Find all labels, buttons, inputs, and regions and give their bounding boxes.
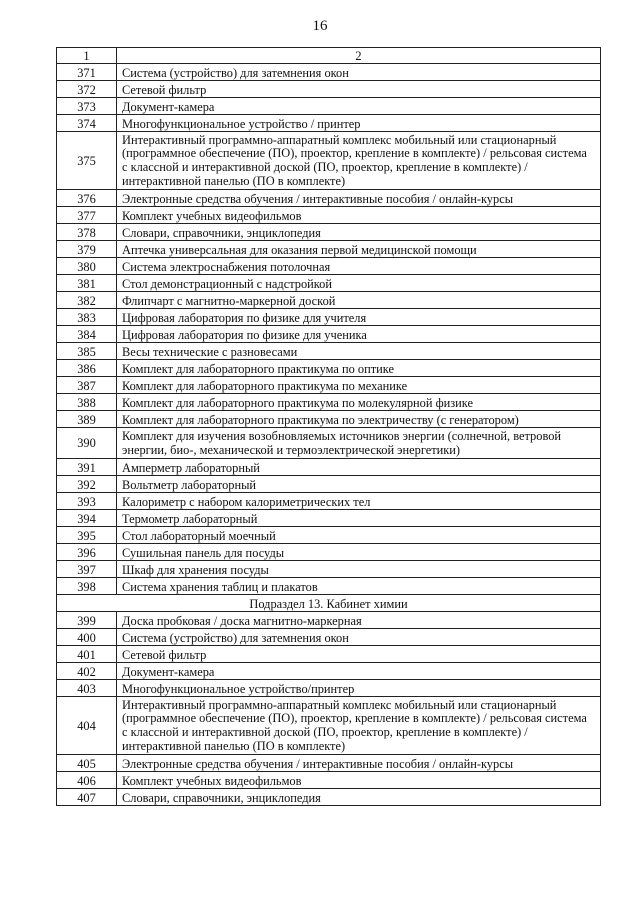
table-row	[57, 98, 601, 115]
table-row	[57, 697, 601, 755]
row-item-name: Комплект для изучения возобновляемых источников энергии (солнечной, ветровой энергии, био-, механической и термоэлектрической энергетики)	[117, 428, 601, 459]
table-row	[57, 663, 601, 680]
row-item-name: Документ-камера	[117, 663, 601, 680]
row-number: 398	[57, 578, 117, 595]
table-row	[57, 772, 601, 789]
row-number: 387	[57, 377, 117, 394]
table-row	[57, 224, 601, 241]
row-number: 377	[57, 207, 117, 224]
row-item-name: Сетевой фильтр	[117, 81, 601, 98]
row-item-name: Шкаф для хранения посуды	[117, 561, 601, 578]
row-number: 401	[57, 646, 117, 663]
row-item-name: Интерактивный программно-аппаратный комплекс мобильный или стационарный (программное обеспечение (ПО), проектор, крепление в комплекте) / рельсовая система с классной и интерактивной доской (ПО, проектор, крепление в комплекте) / интерактивной панелью (ПО в комплекте)	[117, 697, 601, 755]
row-number: 380	[57, 258, 117, 275]
section-title: Подраздел 13. Кабинет химии	[57, 595, 601, 612]
table-row	[57, 115, 601, 132]
table-row	[57, 527, 601, 544]
table-body-part2	[57, 612, 601, 806]
table-row	[57, 755, 601, 772]
table-row	[57, 612, 601, 629]
row-item-name: Словари, справочники, энциклопедия	[117, 224, 601, 241]
column-header-number: 1	[57, 48, 117, 64]
table-row	[57, 411, 601, 428]
table-row	[57, 207, 601, 224]
row-item-name: Электронные средства обучения / интерактивные пособия / онлайн-курсы	[117, 190, 601, 207]
page-number: 16	[312, 18, 328, 34]
row-item-name: Интерактивный программно-аппаратный комплекс мобильный или стационарный (программное обеспечение (ПО), проектор, крепление в комплекте) / рельсовая система с классной и интерактивной доской (ПО, проектор, крепление в комплекте) / интерактивной панелью (ПО в комплекте)	[117, 132, 601, 190]
row-item-name: Комплект для лабораторного практикума по электричеству (с генератором)	[117, 411, 601, 428]
row-item-name: Сетевой фильтр	[117, 646, 601, 663]
row-number: 381	[57, 275, 117, 292]
row-number: 376	[57, 190, 117, 207]
row-item-name: Аптечка универсальная для оказания первой медицинской помощи	[117, 241, 601, 258]
row-item-name: Весы технические с разновесами	[117, 343, 601, 360]
table-header-row	[57, 48, 601, 64]
row-item-name: Амперметр лабораторный	[117, 459, 601, 476]
row-number: 405	[57, 755, 117, 772]
table-row	[57, 629, 601, 646]
table-row	[57, 544, 601, 561]
row-item-name: Флипчарт с магнитно-маркерной доской	[117, 292, 601, 309]
row-number: 374	[57, 115, 117, 132]
row-item-name: Цифровая лаборатория по физике для ученика	[117, 326, 601, 343]
row-item-name: Комплект учебных видеофильмов	[117, 772, 601, 789]
row-number: 384	[57, 326, 117, 343]
row-number: 403	[57, 680, 117, 697]
row-item-name: Комплект для лабораторного практикума по механике	[117, 377, 601, 394]
row-number: 372	[57, 81, 117, 98]
row-number: 375	[57, 132, 117, 190]
equipment-table	[56, 47, 601, 806]
row-item-name: Документ-камера	[117, 98, 601, 115]
row-item-name: Система (устройство) для затемнения окон	[117, 64, 601, 81]
row-number: 388	[57, 394, 117, 411]
table-row	[57, 326, 601, 343]
table-body-part1	[57, 64, 601, 595]
row-number: 404	[57, 697, 117, 755]
row-number: 397	[57, 561, 117, 578]
table-row	[57, 132, 601, 190]
row-item-name: Система (устройство) для затемнения окон	[117, 629, 601, 646]
section-header-group	[57, 595, 601, 612]
table-row	[57, 493, 601, 510]
row-number: 389	[57, 411, 117, 428]
row-item-name: Электронные средства обучения / интерактивные пособия / онлайн-курсы	[117, 755, 601, 772]
row-number: 395	[57, 527, 117, 544]
table-row	[57, 561, 601, 578]
row-item-name: Сушильная панель для посуды	[117, 544, 601, 561]
row-number: 396	[57, 544, 117, 561]
row-item-name: Система электроснабжения потолочная	[117, 258, 601, 275]
row-number: 407	[57, 789, 117, 806]
column-header-name: 2	[117, 48, 601, 64]
row-item-name: Калориметр с набором калориметрических тел	[117, 493, 601, 510]
row-item-name: Цифровая лаборатория по физике для учителя	[117, 309, 601, 326]
table-row	[57, 377, 601, 394]
table-row	[57, 578, 601, 595]
row-number: 382	[57, 292, 117, 309]
row-number: 383	[57, 309, 117, 326]
row-item-name: Вольтметр лабораторный	[117, 476, 601, 493]
table-row	[57, 81, 601, 98]
row-item-name: Комплект для лабораторного практикума по молекулярной физике	[117, 394, 601, 411]
row-item-name: Многофункциональное устройство/принтер	[117, 680, 601, 697]
row-item-name: Словари, справочники, энциклопедия	[117, 789, 601, 806]
row-number: 371	[57, 64, 117, 81]
row-number: 373	[57, 98, 117, 115]
row-number: 406	[57, 772, 117, 789]
row-number: 391	[57, 459, 117, 476]
table-row	[57, 459, 601, 476]
row-number: 392	[57, 476, 117, 493]
table-row	[57, 789, 601, 806]
table-row	[57, 394, 601, 411]
row-number: 385	[57, 343, 117, 360]
row-number: 402	[57, 663, 117, 680]
row-number: 393	[57, 493, 117, 510]
row-item-name: Стол демонстрационный с надстройкой	[117, 275, 601, 292]
row-item-name: Система хранения таблиц и плакатов	[117, 578, 601, 595]
row-item-name: Стол лабораторный моечный	[117, 527, 601, 544]
row-number: 390	[57, 428, 117, 459]
row-number: 394	[57, 510, 117, 527]
row-number: 379	[57, 241, 117, 258]
section-header-row	[57, 595, 601, 612]
table-row	[57, 680, 601, 697]
table-row	[57, 360, 601, 377]
table-row	[57, 343, 601, 360]
table-row	[57, 275, 601, 292]
table-row	[57, 646, 601, 663]
row-number: 400	[57, 629, 117, 646]
table-row	[57, 476, 601, 493]
table-row	[57, 190, 601, 207]
row-item-name: Комплект для лабораторного практикума по оптике	[117, 360, 601, 377]
table-row	[57, 241, 601, 258]
row-number: 378	[57, 224, 117, 241]
table-row	[57, 292, 601, 309]
row-item-name: Термометр лабораторный	[117, 510, 601, 527]
table-row	[57, 510, 601, 527]
row-number: 399	[57, 612, 117, 629]
row-number: 386	[57, 360, 117, 377]
table-row	[57, 428, 601, 459]
table-row	[57, 309, 601, 326]
table-row	[57, 64, 601, 81]
row-item-name: Доска пробковая / доска магнитно-маркерная	[117, 612, 601, 629]
row-item-name: Комплект учебных видеофильмов	[117, 207, 601, 224]
table-row	[57, 258, 601, 275]
row-item-name: Многофункциональное устройство / принтер	[117, 115, 601, 132]
